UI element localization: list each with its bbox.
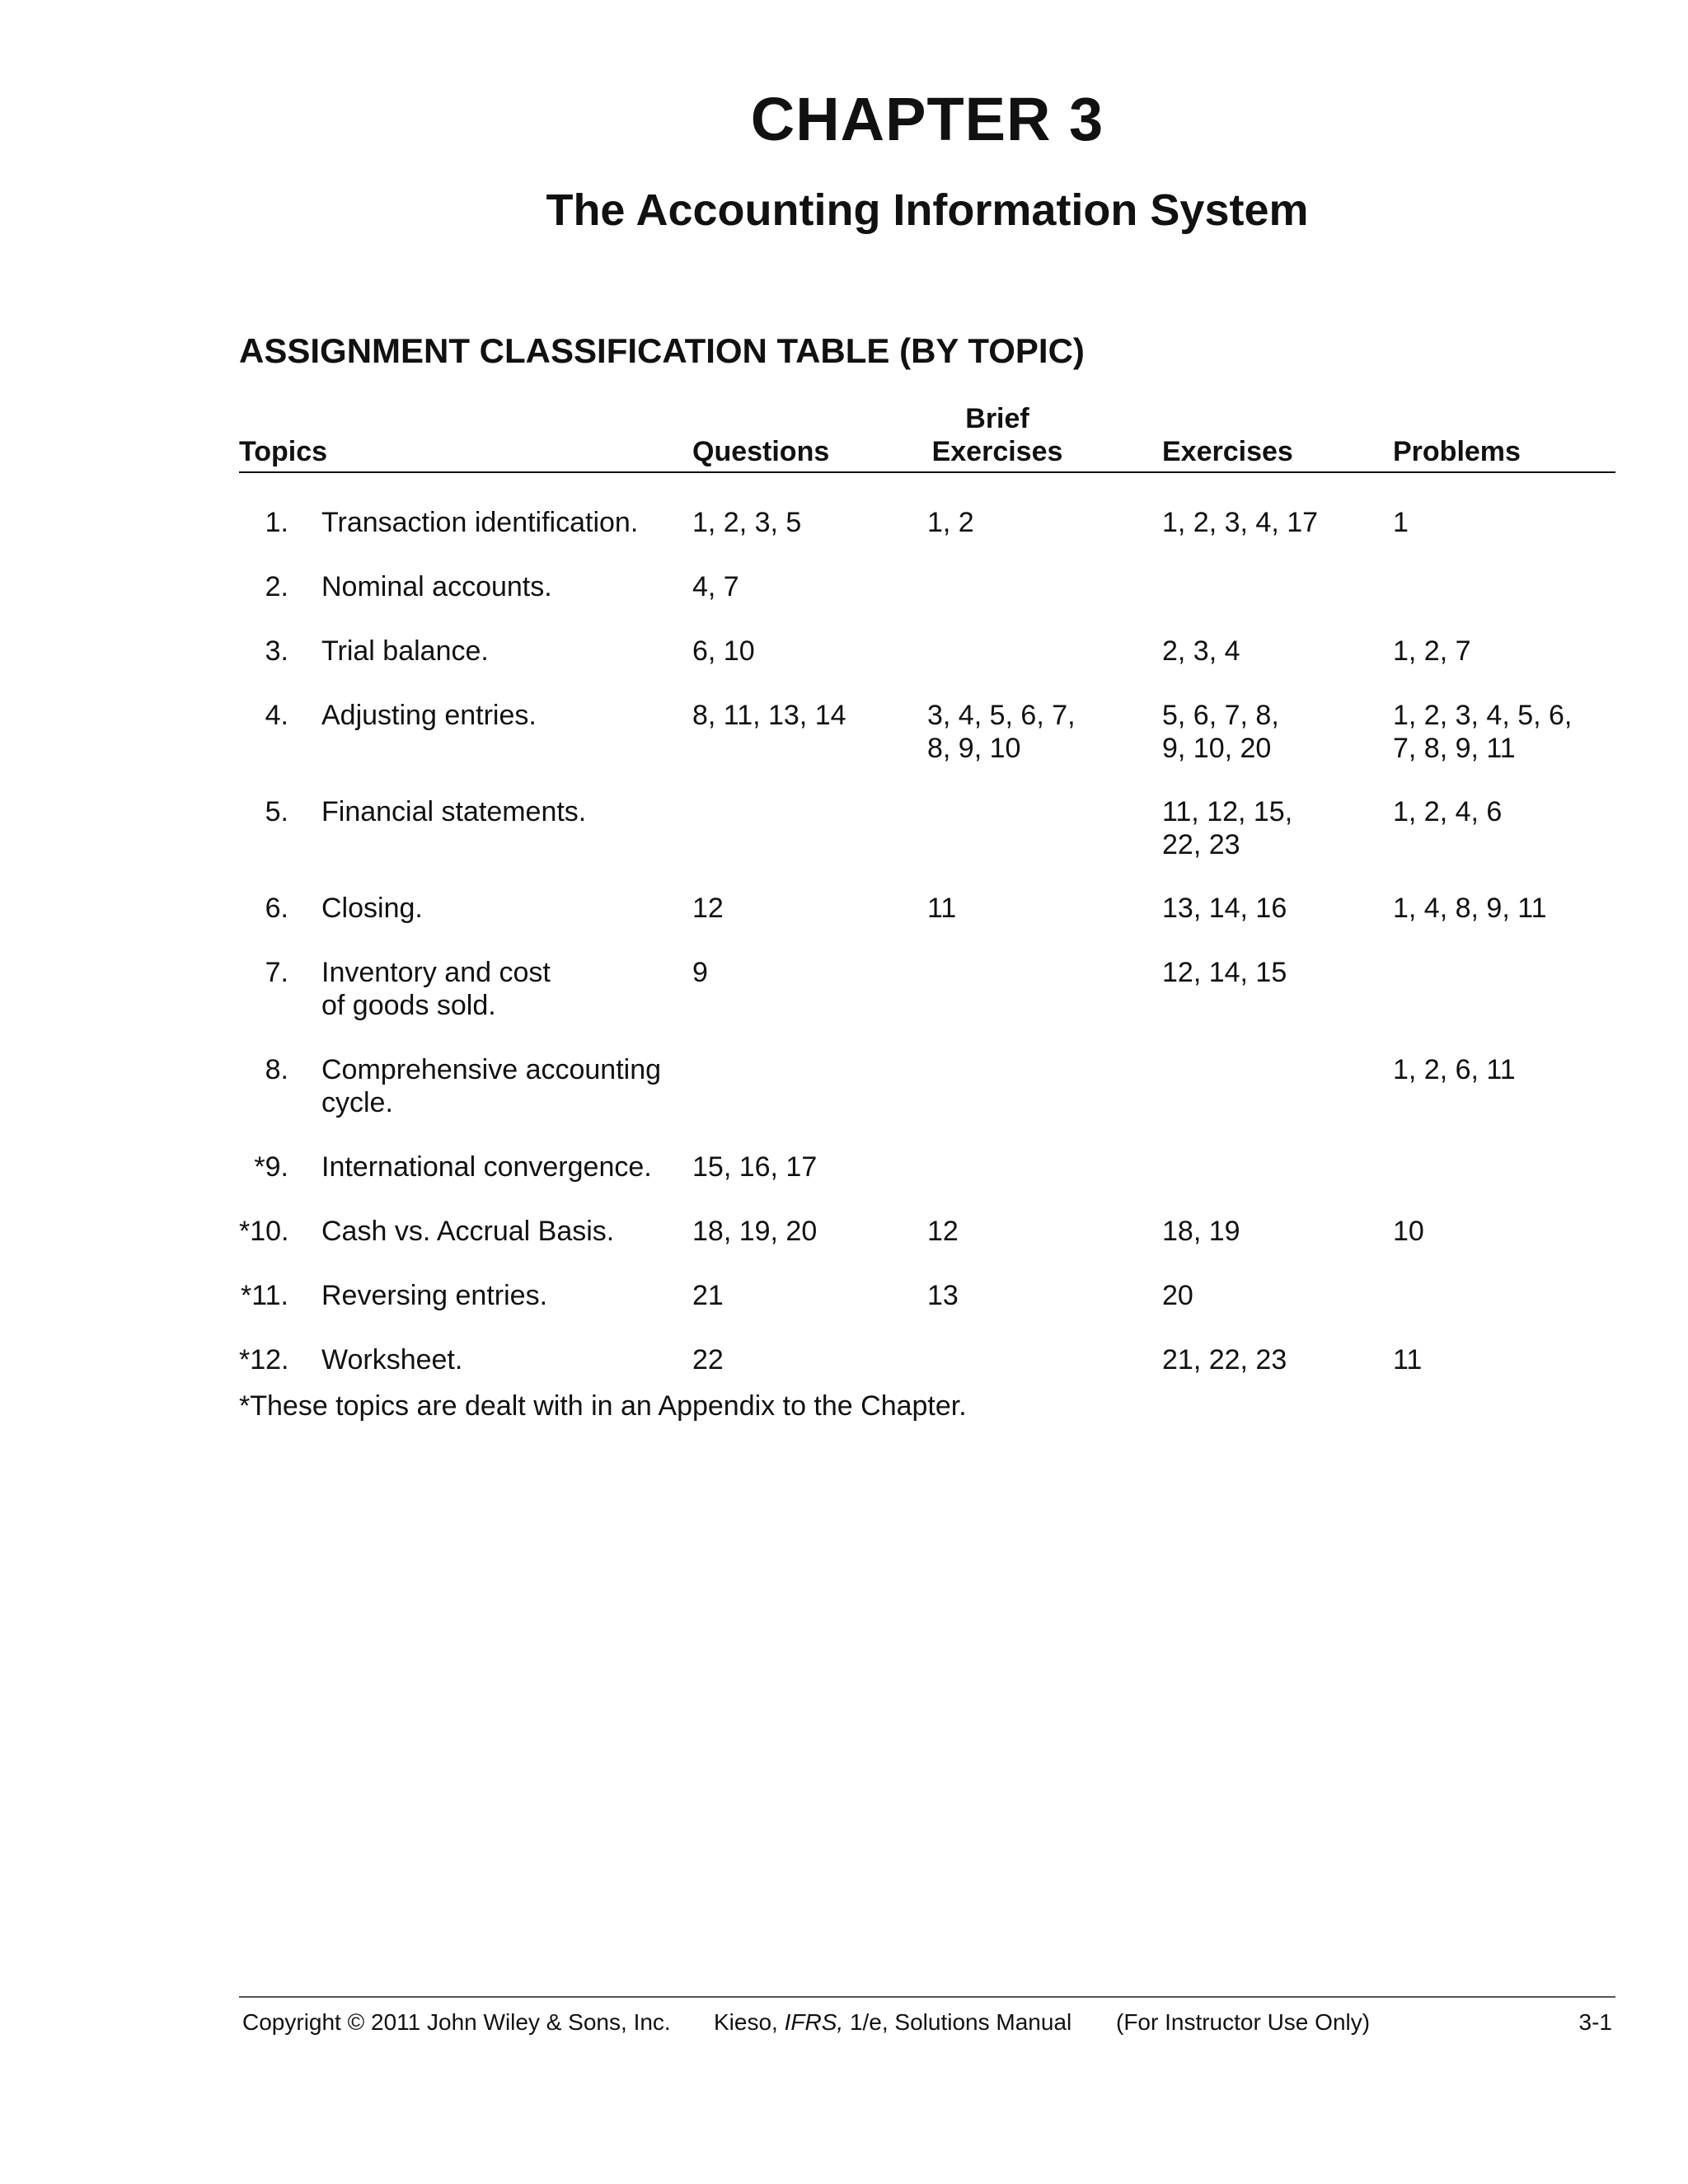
page-footer: [239, 1996, 1615, 2039]
chapter-title: CHAPTER 3: [750, 85, 1104, 153]
row-number: 2.: [265, 571, 288, 602]
column-header-exercises: Exercises: [1162, 436, 1293, 467]
row-number: 3.: [265, 635, 288, 667]
row-problems: 1, 4, 8, 9, 11: [1393, 893, 1547, 924]
row-number: 5.: [265, 796, 288, 827]
table-heading: ASSIGNMENT CLASSIFICATION TABLE (BY TOPIC): [239, 331, 1085, 370]
row-topic: Nominal accounts.: [321, 571, 552, 602]
column-header-questions: Questions: [692, 436, 830, 467]
row-brief-exercises: 11: [927, 893, 957, 924]
row-number: 6.: [265, 893, 288, 924]
row-number: 7.: [265, 957, 288, 988]
row-topic: International convergence.: [321, 1151, 652, 1183]
column-header-brief-line2: Exercises: [931, 436, 1063, 467]
footer-copyright: Copyright © 2011 John Wiley & Sons, Inc.: [242, 2009, 671, 2035]
row-number: 1.: [265, 507, 288, 538]
row-problems: 10: [1393, 1216, 1424, 1247]
row-brief-exercises: 1, 2: [927, 507, 974, 538]
row-topic: Cash vs. Accrual Basis.: [321, 1216, 615, 1247]
row-questions: 15, 16, 17: [692, 1151, 818, 1183]
row-questions: 21: [692, 1280, 724, 1311]
footer-kieso-italic: IFRS,: [784, 2009, 844, 2035]
chapter-subtitle: The Accounting Information System: [546, 185, 1309, 235]
row-number: *10.: [239, 1216, 289, 1247]
row-exercises: 5, 6, 7, 8, 9, 10, 20: [1162, 700, 1279, 764]
footer-kieso-suffix: 1/e, Solutions Manual: [849, 2009, 1072, 2035]
row-problems: 1, 2, 3, 4, 5, 6, 7, 8, 9, 11: [1393, 700, 1573, 764]
row-questions: 8, 11, 13, 14: [692, 700, 846, 731]
row-brief-exercises: 13: [927, 1280, 959, 1311]
column-header-brief-line1: Brief: [965, 403, 1029, 434]
column-header-topics: Topics: [239, 436, 328, 467]
row-problems: 1, 2, 6, 11: [1393, 1054, 1516, 1085]
row-questions: 9: [692, 957, 708, 988]
row-questions: 6, 10: [692, 635, 755, 667]
row-topic: Transaction identification.: [321, 507, 639, 538]
row-topic: Worksheet.: [321, 1344, 463, 1376]
table-header-row: [239, 404, 1615, 473]
row-topic: Reversing entries.: [321, 1280, 548, 1311]
column-header-brief-exercises: [927, 402, 1067, 468]
row-topic: Trial balance.: [321, 635, 489, 667]
row-exercises: 13, 14, 16: [1162, 893, 1287, 924]
row-topic: Financial statements.: [321, 796, 587, 827]
row-topic: Inventory and cost of goods sold.: [321, 957, 551, 1021]
row-exercises: 11, 12, 15, 22, 23: [1162, 796, 1293, 860]
footer-instructor-note: (For Instructor Use Only): [1116, 2009, 1371, 2035]
table-footnote: *These topics are dealt with in an Appendix to the Chapter.: [239, 1390, 967, 1422]
row-topic: Closing.: [321, 893, 423, 924]
row-topic: Adjusting entries.: [321, 700, 537, 731]
row-exercises: 18, 19: [1162, 1216, 1240, 1247]
row-number: 8.: [265, 1054, 288, 1085]
row-exercises: 12, 14, 15: [1162, 957, 1287, 988]
row-topic: Comprehensive accounting cycle.: [321, 1054, 662, 1118]
column-header-problems: Problems: [1393, 436, 1521, 467]
row-questions: 4, 7: [692, 571, 739, 602]
row-problems: 1: [1393, 507, 1409, 538]
row-exercises: 2, 3, 4: [1162, 635, 1240, 667]
footer-page-number: 3-1: [1578, 2009, 1612, 2035]
row-number: *9.: [254, 1151, 288, 1183]
row-brief-exercises: 12: [927, 1216, 959, 1247]
footer-kieso-prefix: Kieso,: [714, 2009, 778, 2035]
row-exercises: 21, 22, 23: [1162, 1344, 1287, 1376]
row-exercises: 20: [1162, 1280, 1193, 1311]
footer-book-title: [714, 2009, 1071, 2036]
row-questions: 1, 2, 3, 5: [692, 507, 802, 538]
row-questions: 12: [692, 893, 724, 924]
row-problems: 1, 2, 4, 6: [1393, 796, 1503, 827]
row-problems: 11: [1393, 1344, 1423, 1376]
row-number: 4.: [265, 700, 288, 731]
row-number: *12.: [239, 1344, 289, 1376]
row-questions: 18, 19, 20: [692, 1216, 818, 1247]
row-problems: 1, 2, 7: [1393, 635, 1471, 667]
row-exercises: 1, 2, 3, 4, 17: [1162, 507, 1319, 538]
row-questions: 22: [692, 1344, 724, 1376]
row-number: *11.: [241, 1280, 288, 1311]
row-brief-exercises: 3, 4, 5, 6, 7, 8, 9, 10: [927, 700, 1076, 764]
